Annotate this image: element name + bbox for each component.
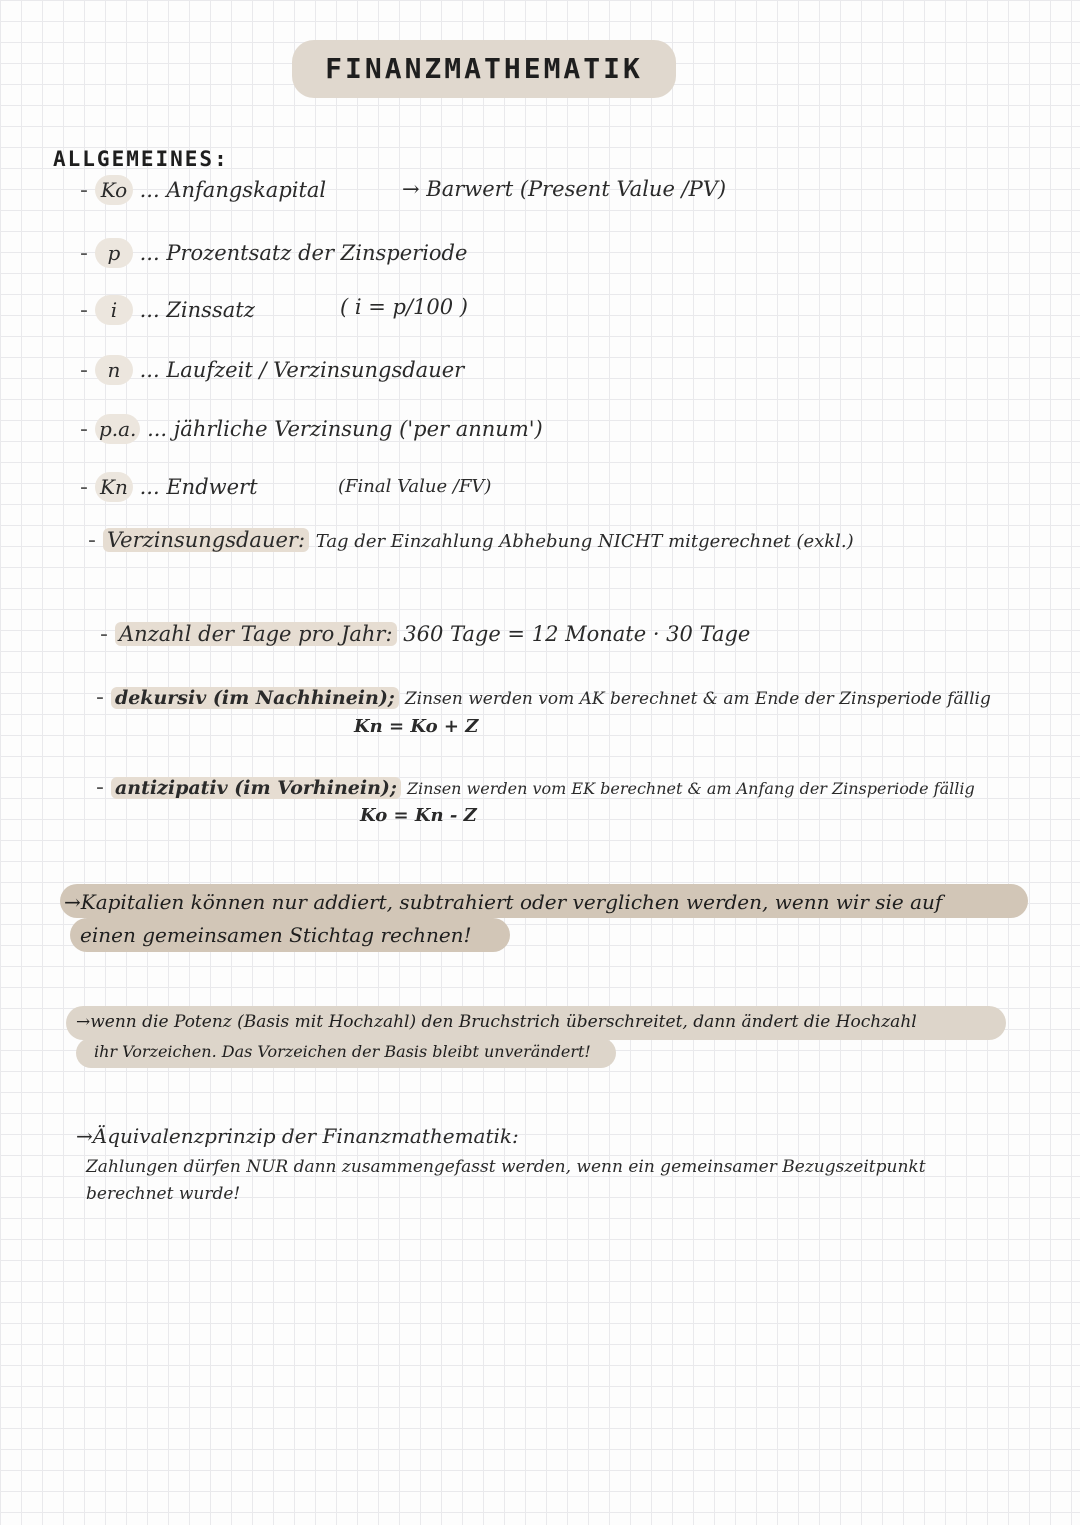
tage-text: 360 Tage = 12 Monate · 30 Tage — [403, 622, 751, 646]
sep: ... — [139, 298, 160, 322]
sep: ... — [139, 358, 160, 382]
sep: ... — [139, 178, 160, 202]
section-heading: ALLGEMEINES: — [53, 147, 229, 171]
definition-p: - p ... Prozentsatz der Zinsperiode — [80, 238, 467, 268]
verzinsungsdauer-text: Tag der Einzahlung Abhebung NICHT mitgerechnet (exkl.) — [315, 531, 854, 552]
definition-text: Anfangskapital — [166, 178, 327, 202]
antizipativ-label: antizipativ (im Vorhinein); — [111, 777, 401, 799]
symbol-p: p — [95, 238, 133, 268]
sep: ... — [139, 475, 160, 499]
definition-i-extra: ( i = p/100 ) — [340, 295, 468, 319]
aequivalenz-line1: Zahlungen dürfen NUR dann zusammengefasst werden, wenn ein gemeinsamer Bezugszeitpunkt — [86, 1157, 926, 1177]
verzinsungsdauer-label: Verzinsungsdauer: — [103, 528, 309, 552]
dekursiv-text: Zinsen werden vom AK berechnet & am Ende der Zinsperiode fällig — [404, 689, 991, 709]
potenz-line1: →wenn die Potenz (Basis mit Hochzahl) den Bruchstrich überschreitet, dann ändert die Hochzahl — [76, 1012, 917, 1032]
symbol-n: n — [95, 355, 133, 385]
dekursiv-label: dekursiv (im Nachhinein); — [111, 687, 399, 709]
tage-label: Anzahl der Tage pro Jahr: — [115, 622, 397, 646]
definition-ko-extra: → Barwert (Present Value /PV) — [402, 177, 727, 201]
sep: ... — [147, 417, 168, 441]
dekursiv-formula: Kn = Ko + Z — [354, 716, 479, 737]
aequivalenz-heading: →Äquivalenzprinzip der Finanzmathematik: — [76, 1124, 519, 1148]
title-box — [292, 40, 676, 98]
definition-ko: - Ko ... Anfangskapital — [80, 175, 326, 205]
definition-text: Endwert — [166, 475, 258, 499]
definition-kn: - Kn ... Endwert — [80, 472, 258, 502]
definition-i: - i ... Zinssatz — [80, 295, 255, 325]
potenz-line2: ihr Vorzeichen. Das Vorzeichen der Basis bleibt unverändert! — [94, 1042, 591, 1061]
sep: ... — [139, 241, 160, 265]
dekursiv-row: - dekursiv (im Nachhinein); Zinsen werden vom AK berechnet & am Ende der Zinsperiode fällig — [96, 685, 991, 710]
definition-text: Zinssatz — [166, 298, 255, 322]
kapitalien-line1: →Kapitalien können nur addiert, subtrahiert oder verglichen werden, wenn wir sie auf — [64, 890, 943, 914]
symbol-kn: Kn — [95, 472, 133, 502]
verzinsungsdauer-row: - Verzinsungsdauer: Tag der Einzahlung Abhebung NICHT mitgerechnet (exkl.) — [88, 528, 854, 553]
definition-text: jährliche Verzinsung ('per annum') — [173, 417, 543, 441]
kapitalien-line2: einen gemeinsamen Stichtag rechnen! — [80, 923, 472, 947]
antizipativ-text: Zinsen werden vom EK berechnet & am Anfang der Zinsperiode fällig — [406, 779, 975, 798]
symbol-pa: p.a. — [95, 414, 140, 444]
page-title: FINANZMATHEMATIK — [325, 52, 643, 85]
antizipativ-formula: Ko = Kn - Z — [360, 805, 477, 826]
symbol-i: i — [95, 295, 133, 325]
tage-row: - Anzahl der Tage pro Jahr: 360 Tage = 12 Monate · 30 Tage — [100, 622, 751, 647]
definition-kn-extra: (Final Value /FV) — [338, 476, 492, 497]
definition-n: - n ... Laufzeit / Verzinsungsdauer — [80, 355, 464, 385]
aequivalenz-line2: berechnet wurde! — [86, 1184, 241, 1204]
definition-text: Prozentsatz der Zinsperiode — [166, 241, 468, 265]
definition-pa: - p.a. ... jährliche Verzinsung ('per annum') — [80, 414, 543, 444]
antizipativ-row: - antizipativ (im Vorhinein); Zinsen werden vom EK berechnet & am Anfang der Zinsperiode fällig — [96, 775, 975, 800]
symbol-ko: Ko — [95, 175, 133, 205]
definition-text: Laufzeit / Verzinsungsdauer — [166, 358, 465, 382]
